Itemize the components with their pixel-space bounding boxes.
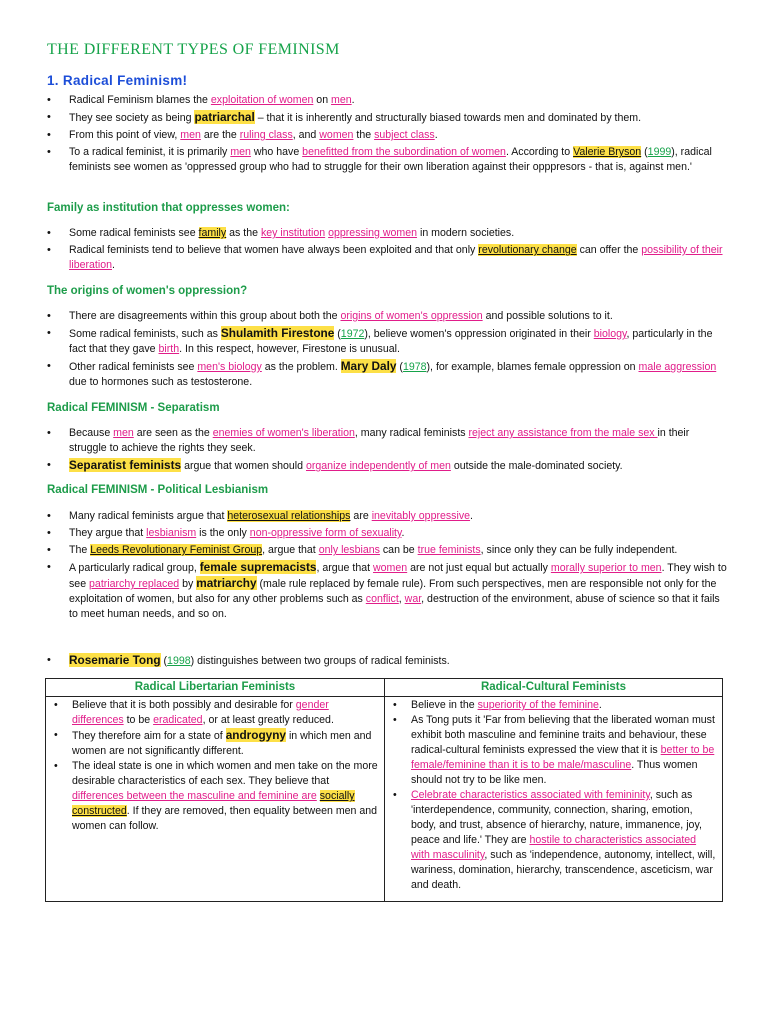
list-item: • Some radical feminists, such as Shulamith Firestone (1972), believe women's oppression originated in their biology, particularly in the fact that they gave birth. In this respect, however, Firestone is unusual. — [47, 326, 727, 357]
table-cell-cultural — [385, 697, 723, 902]
list-item: • Rosemarie Tong (1998) distinguishes between two groups of radical feminists. — [47, 653, 727, 669]
list-item: • The Leeds Revolutionary Feminist Group, argue that only lesbians can be true feminists, since only they can be fully independent. — [47, 543, 727, 558]
heading-separatism: Radical FEMINISM - Separatism — [47, 402, 220, 414]
list-item: • They see society as being patriarchal – that it is inherently and structurally biased towards men and dominated by them. — [47, 110, 727, 126]
list-item: • A particularly radical group, female supremacists, argue that women are not just equal but actually morally superior to men. They wish to see patriarchy replaced by matriarchy (male rule replaced by female rule). From such perspectives, men are responsible not only for the exploitation of women, but also for any other problems such as conflict, war, destruction of the environment, abuse of science so that it fails to meet human needs, and so on. — [47, 560, 727, 622]
table-cell-libertarian — [46, 697, 385, 902]
list-item: • Believe in the superiority of the feminine. — [389, 698, 716, 713]
separatism-list — [47, 426, 727, 476]
list-item: • Many radical feminists argue that heterosexual relationships are inevitably oppressive. — [47, 509, 727, 524]
list-item: • Some radical feminists see family as the key institution oppressing women in modern societies. — [47, 226, 727, 241]
list-item: • Separatist feminists argue that women should organize independently of men outside the male-dominated society. — [47, 458, 727, 474]
list-item: • Believe that it is both possibly and desirable for gender differences to be eradicated, or at least greatly reduced. — [50, 698, 378, 728]
list-item: • They therefore aim for a state of androgyny in which men and women are not significantly different. — [50, 728, 378, 759]
table-header-libertarian: Radical Libertarian Feminists — [46, 679, 385, 697]
list-item: • To a radical feminist, it is primarily men who have benefitted from the subordination of women. According to Valerie Bryson (1999), radical feminists see women as 'oppressed group who had to struggle for their own liberation against their opppresors - that is, against men.' — [47, 145, 727, 175]
page-title: THE DIFFERENT TYPES OF FEMINISM — [47, 41, 340, 58]
tong-list — [47, 653, 727, 671]
heading-origins: The origins of women's oppression? — [47, 285, 248, 297]
list-item: • They argue that lesbianism is the only non-oppressive form of sexuality. — [47, 526, 727, 541]
list-item: • From this point of view, men are the ruling class, and women the subject class. — [47, 128, 727, 143]
list-item: • Because men are seen as the enemies of women's liberation, many radical feminists reject any assistance from the male sex in their struggle to achieve the rights they seek. — [47, 426, 727, 456]
list-item: • Other radical feminists see men's biology as the problem. Mary Daly (1978), for example, blames female oppression on male aggression due to hormones such as testosterone. — [47, 359, 727, 390]
list-item: • As Tong puts it 'Far from believing that the liberated woman must exhibit both masculine and feminine traits and behaviour, these radical-cultural feminists expressed the view that it is better to be female/feminine than it is to be male/masculine. Thus women should not try to be like men. — [389, 713, 716, 788]
list-item: • Celebrate characteristics associated with femininity, such as 'interdependence, community, connection, sharing, emotion, body, and trust, absence of hierarchy, nature, immanence, joy, peace and life.' They are hostile to characteristics associated with masculinity, such as 'independence, autonomy, intellect, will, wariness, domination, hierarchy, transcendence, asceticism, war and death. — [389, 788, 716, 893]
lesbianism-list — [47, 509, 727, 624]
table-header-cultural: Radical-Cultural Feminists — [385, 679, 723, 697]
list-item: • There are disagreements within this group about both the origins of women's oppression and possible solutions to it. — [47, 309, 727, 324]
list-item: • Radical Feminism blames the exploitation of women on men. — [47, 93, 727, 108]
origins-list — [47, 309, 727, 392]
heading-family-institution: Family as institution that oppresses women: — [47, 202, 290, 214]
list-item: • The ideal state is one in which women and men take on the more desirable characteristics of each sex. They believe that differences between the masculine and feminine are socially constructed. If they are removed, then equality between men and women can follow. — [50, 759, 378, 834]
heading-political-lesbianism: Radical FEMINISM - Political Lesbianism — [47, 484, 269, 496]
section-heading-radical-feminism: 1. Radical Feminism! — [47, 73, 188, 88]
family-list — [47, 226, 727, 275]
radical-feminism-list — [47, 93, 727, 177]
list-item: • Radical feminists tend to believe that women have always been exploited and that only revolutionary change can offer the possibility of their liberation. — [47, 243, 727, 273]
comparison-table — [45, 678, 723, 902]
